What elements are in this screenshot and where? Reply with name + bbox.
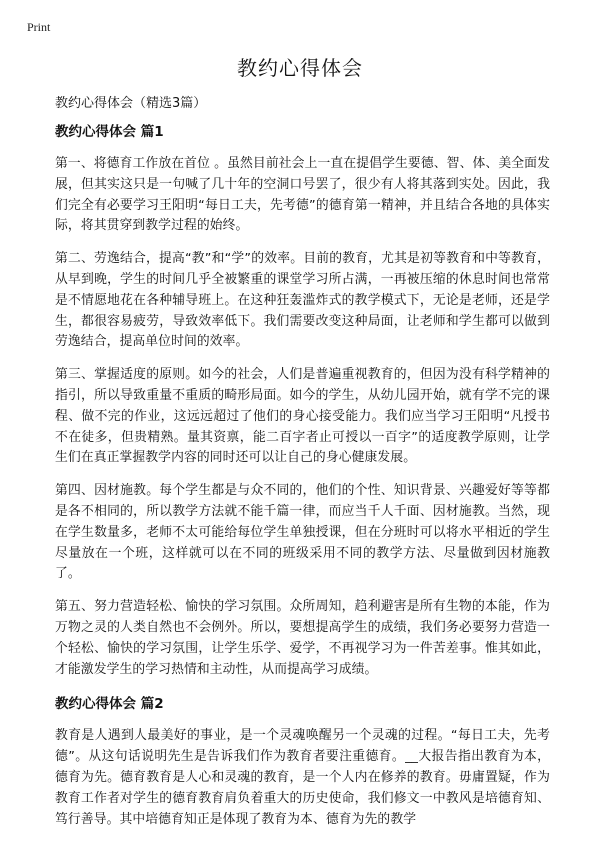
paragraph: 第三、掌握适度的原则。如今的社会，人们是普遍重视教育的，但因为没有科学精神的指引，所以导致重量不重质的畸形局面。如今的学生，从幼儿园开始，就有学不完的课程、做不完的作业，这远远超过了他们的身心接受能力。我们应当学习王阳明“凡授书不在徒多，但贵精熟。量其资禀，能二百字者止可授以一百字”的适度教学原则，让学生们在真正掌握教学内容的同时还可以让自己的身心健康发展。 xyxy=(55,367,550,466)
section-heading: 教约心得体会 篇1 xyxy=(55,124,164,140)
paragraph: 第四、因材施教。每个学生都是与众不同的，他们的个性、知识背景、兴趣爱好等等都是各不相同的，所以教学方法就不能千篇一律，而应当千人千面、因材施教。当然，现在学生数量多，老师不太可能给每位学生单独授课，但在分班时可以将水平相近的学生尽量放在一个班，这样就可以在不同的班级采用不同的教学方法、尽量做到因材施教了。 xyxy=(55,483,550,582)
document-body xyxy=(55,120,550,842)
section-2 xyxy=(55,692,550,830)
section-heading: 教约心得体会 篇2 xyxy=(55,696,164,713)
paragraph: 第一、将德育工作放在首位 。虽然目前社会上一直在提倡学生要德、智、体、美全面发展，但其实这只是一句喊了几十年的空洞口号罢了，很少有人将其落到实处。因此，我们完全有必要学习王阳明“每日工夫，先考德”的德育第一精神，并且结合各地的具体实际，将其贯穿到教学过程的始终。 xyxy=(55,156,550,234)
section-1 xyxy=(55,120,550,680)
document-title: 教约心得体会 xyxy=(237,56,363,80)
paragraph: 第五、努力营造轻松、愉快的学习氛围。众所周知，趋利避害是所有生物的本能，作为万物之灵的人类自然也不会例外。所以，要想提高学生的成绩，我们务必要努力营造一个轻松、愉快的学习氛围，让学生乐学、爱学，不再视学习为一件苦差事。惟其如此，才能激发学生的学习热情和主动性，从而提高学习成绩。 xyxy=(55,599,550,677)
print-link[interactable]: Print xyxy=(27,20,51,34)
document-subtitle: 教约心得体会（精选3篇） xyxy=(55,96,207,111)
paragraph: 第二、劳逸结合，提高“教”和“学”的效率。目前的教育，尤其是初等教育和中等教育，从早到晚，学生的时间几乎全被繁重的课堂学习所占满，一再被压缩的休息时间也常常是不情愿地花在各种辅导班上。在这种狂轰滥炸式的教学模式下，无论是老师，还是学生，都很容易疲劳，导致效率低下。我们需要改变这种局面，让老师和学生都可以做到劳逸结合，提高单位时间的效率。 xyxy=(55,251,550,350)
paragraph: 教育是人遇到人最美好的事业，是一个灵魂唤醒另一个灵魂的过程。“每日工夫，先考德”。从这句话说明先生是告诉我们作为教育者要注重德育。__大报告指出教育为本，德育为先。德育教育是人心和灵魂的教育，是一个人内在修养的教育。毋庸置疑，作为教育工作者对学生的德育教育肩负着重大的历史使命，我们修文一中教风是培德育知、笃行善导。其中培德育知正是体现了教育为本、德育为先的教学 xyxy=(55,728,550,827)
